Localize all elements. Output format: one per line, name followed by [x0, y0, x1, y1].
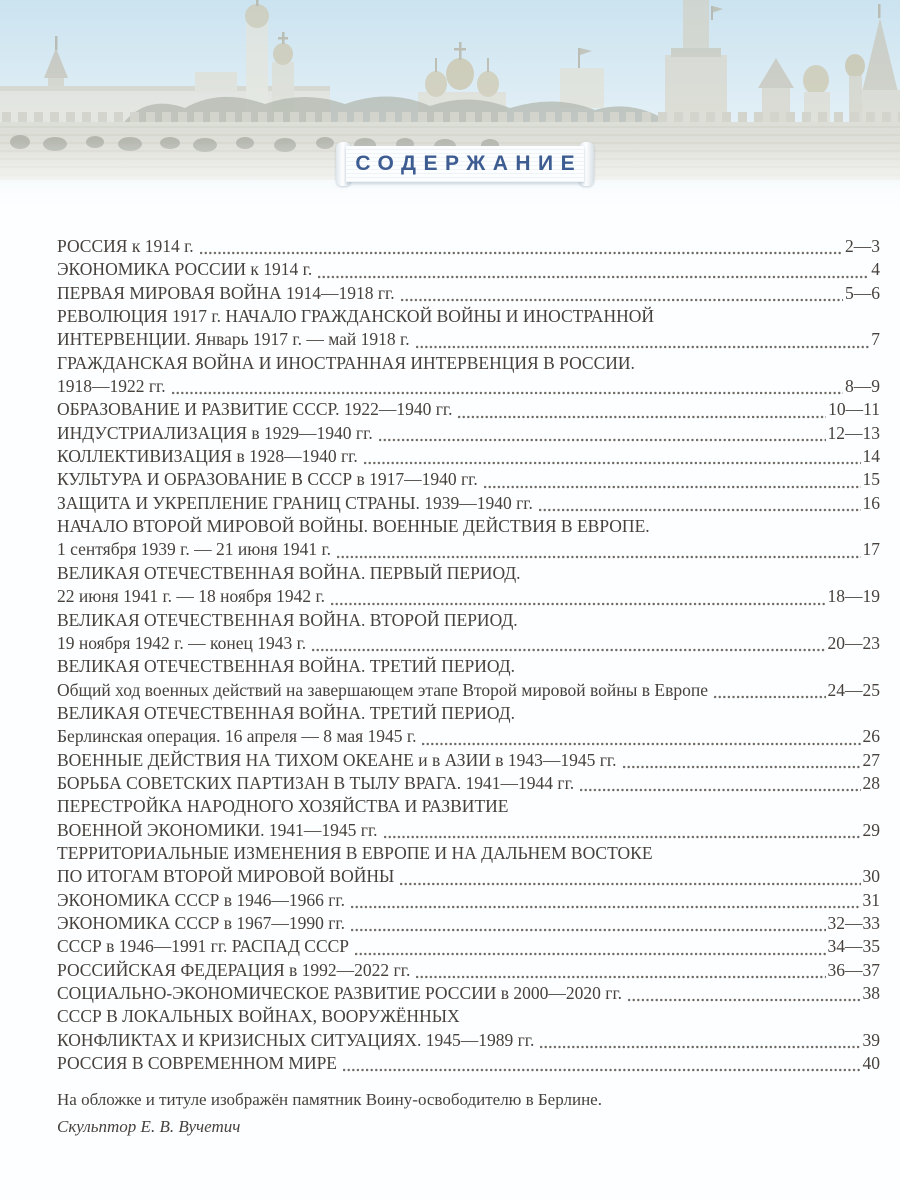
sculptor-note: Скульптор Е. В. Вучетич: [57, 1117, 241, 1136]
toc-line: [57, 890, 880, 913]
toc-line: [57, 236, 880, 259]
page-number: 38: [862, 983, 880, 1003]
page-number: 15: [862, 469, 880, 490]
dot-leader: [379, 438, 826, 442]
toc-entry-title: ПО ИТОГАМ ВТОРОЙ МИРОВОЙ ВОЙНЫ: [57, 866, 395, 887]
toc-list: [57, 236, 880, 1076]
page-number: 24—25: [827, 679, 880, 700]
dot-leader: [539, 508, 861, 512]
toc-line: [57, 866, 880, 889]
toc-line: [57, 680, 880, 703]
dot-leader: [318, 275, 869, 279]
toc-entry-title: КУЛЬТУРА И ОБРАЗОВАНИЕ В СССР в 1917—1940 гг.: [57, 469, 478, 490]
toc-entry-title: ИНТЕРВЕНЦИИ. Январь 1917 г. — май 1918 г.: [57, 329, 410, 350]
dot-leader: [714, 695, 826, 699]
toc-line: [57, 983, 880, 1006]
toc-line: [57, 306, 880, 329]
toc-line: [57, 936, 880, 959]
page-number: 32—33: [827, 912, 880, 933]
toc-entry-title: НАЧАЛО ВТОРОЙ МИРОВОЙ ВОЙНЫ. ВОЕННЫЕ ДЕЙСТВИЯ В ЕВРОПЕ.: [57, 516, 650, 537]
toc-line: [57, 446, 880, 469]
dot-leader: [580, 788, 860, 792]
toc-entry-title: ЭКОНОМИКА СССР в 1946—1966 гг.: [57, 889, 345, 910]
page-number: 10—11: [828, 399, 880, 420]
dot-leader: [416, 975, 825, 979]
toc-line: [57, 353, 880, 376]
toc-entry-title: БОРЬБА СОВЕТСКИХ ПАРТИЗАН В ТЫЛУ ВРАГА. 1941—1944 гг.: [57, 772, 575, 793]
toc-entry-title: ЭКОНОМИКА СССР в 1967—1990 гг.: [57, 912, 345, 933]
cover-note: На обложке и титуле изображён памятник Воину-освободителю в Берлине.: [57, 1090, 602, 1109]
toc-entry-title: ГРАЖДАНСКАЯ ВОЙНА И ИНОСТРАННАЯ ИНТЕРВЕНЦИЯ В РОССИИ.: [57, 352, 635, 373]
toc-entry-title: СОЦИАЛЬНО-ЭКОНОМИЧЕСКОЕ РАЗВИТИЕ РОССИИ в 2000—2020 гг.: [57, 983, 623, 1003]
toc-line: [57, 539, 880, 562]
dot-leader: [422, 742, 860, 746]
toc-entry-title: СССР в 1946—1991 гг. РАСПАД СССР: [57, 936, 350, 957]
toc-entry-title: РОССИЯ В СОВРЕМЕННОМ МИРЕ: [57, 1053, 337, 1074]
toc-entry-title: Берлинская операция. 16 апреля — 8 мая 1945 г.: [57, 726, 417, 747]
page-number: 12—13: [827, 422, 880, 443]
toc-entry-title: 1918—1922 гг.: [57, 376, 166, 397]
toc-entry-title: ВОЕННЫЕ ДЕЙСТВИЯ НА ТИХОМ ОКЕАНЕ и в АЗИИ в 1943—1945 гг.: [57, 749, 617, 770]
dot-leader: [458, 415, 826, 419]
toc-line: [57, 516, 880, 539]
dot-leader: [355, 952, 825, 956]
toc-line: [57, 283, 880, 306]
toc-line: [57, 656, 880, 679]
toc-line: [57, 796, 880, 819]
toc-entry-title: ВОЕННОЙ ЭКОНОМИКИ. 1941—1945 гг.: [57, 819, 378, 840]
dot-leader: [343, 1068, 861, 1072]
page-title: СОДЕРЖАНИЕ: [355, 152, 583, 175]
page-number: 17: [862, 539, 880, 560]
toc-entry-title: 22 июня 1941 г. — 18 ноября 1942 г.: [57, 586, 326, 607]
page-number: 27: [862, 749, 880, 770]
toc-line: [57, 469, 880, 492]
dot-leader: [337, 555, 860, 559]
toc-entry-title: ЭКОНОМИКА РОССИИ к 1914 г.: [57, 259, 313, 280]
page-number: 39: [862, 1029, 880, 1050]
dot-leader: [351, 905, 861, 909]
page-number: 8—9: [845, 376, 880, 397]
page-number: 7: [871, 329, 880, 350]
toc-entry-title: РЕВОЛЮЦИЯ 1917 г. НАЧАЛО ГРАЖДАНСКОЙ ВОЙНЫ И ИНОСТРАННОЙ: [57, 306, 654, 327]
toc-line: [57, 399, 880, 422]
page-number: 26: [862, 726, 880, 747]
dot-leader: [416, 345, 870, 349]
toc-line: [57, 376, 880, 399]
toc-line: [57, 586, 880, 609]
toc-line: [57, 329, 880, 352]
toc-line: [57, 1006, 880, 1029]
toc-line: [57, 1030, 880, 1053]
toc-entry-title: ПЕРЕСТРОЙКА НАРОДНОГО ХОЗЯЙСТВА И РАЗВИТИЕ: [57, 796, 509, 817]
toc-line: [57, 423, 880, 446]
page-number: 2—3: [845, 236, 880, 256]
page-number: 40: [862, 1053, 880, 1074]
page-number: 31: [862, 889, 880, 910]
toc-line: [57, 726, 880, 749]
toc-line: [57, 633, 880, 656]
toc-entry-title: ПЕРВАЯ МИРОВАЯ ВОЙНА 1914—1918 гг.: [57, 282, 395, 303]
page-number: 20—23: [827, 632, 880, 653]
toc-line: [57, 259, 880, 282]
toc-line: [57, 563, 880, 586]
toc-entry-title: РОССИЯ к 1914 г.: [57, 236, 194, 256]
toc-line: [57, 750, 880, 773]
page-number: 18—19: [827, 586, 880, 607]
dot-leader: [200, 251, 843, 255]
contents-banner: [336, 144, 594, 184]
toc-line: [57, 610, 880, 633]
toc-line: [57, 1053, 880, 1076]
toc-entry-title: ВЕЛИКАЯ ОТЕЧЕСТВЕННАЯ ВОЙНА. ТРЕТИЙ ПЕРИОД.: [57, 702, 515, 723]
toc-line: [57, 820, 880, 843]
toc-entry-title: ИНДУСТРИАЛИЗАЦИЯ в 1929—1940 гг.: [57, 422, 373, 443]
dot-leader: [623, 765, 861, 769]
dot-leader: [400, 882, 860, 886]
dot-leader: [312, 648, 825, 652]
toc-entry-title: СССР В ЛОКАЛЬНЫХ ВОЙНАХ, ВООРУЖЁННЫХ: [57, 1006, 460, 1027]
toc-entry-title: РОССИЙСКАЯ ФЕДЕРАЦИЯ в 1992—2022 гг.: [57, 959, 411, 980]
toc-entry-title: 1 сентября 1939 г. — 21 июня 1941 г.: [57, 539, 332, 560]
dot-leader: [172, 391, 843, 395]
dot-leader: [401, 298, 843, 302]
toc-entry-title: ОБРАЗОВАНИЕ И РАЗВИТИЕ СССР. 1922—1940 гг.: [57, 399, 453, 420]
dot-leader: [351, 928, 826, 932]
dot-leader: [540, 1045, 860, 1049]
page-number: 16: [862, 492, 880, 513]
page-number: 28: [862, 772, 880, 793]
page-number: 29: [862, 819, 880, 840]
toc-entry-title: ВЕЛИКАЯ ОТЕЧЕСТВЕННАЯ ВОЙНА. ПЕРВЫЙ ПЕРИОД.: [57, 562, 521, 583]
page-number: 34—35: [827, 936, 880, 957]
toc-line: [57, 913, 880, 936]
toc-entry-title: ВЕЛИКАЯ ОТЕЧЕСТВЕННАЯ ВОЙНА. ВТОРОЙ ПЕРИОД.: [57, 609, 518, 630]
banner-band: [346, 146, 584, 182]
toc-entry-title: КОЛЛЕКТИВИЗАЦИЯ в 1928—1940 гг.: [57, 446, 358, 467]
dot-leader: [331, 602, 825, 606]
page-number: 30: [862, 866, 880, 887]
page-number: 4: [871, 259, 880, 280]
toc-line: [57, 843, 880, 866]
footer-note: [57, 1086, 857, 1140]
toc-entry-title: КОНФЛИКТАХ И КРИЗИСНЫХ СИТУАЦИЯХ. 1945—1989 гг.: [57, 1029, 535, 1050]
toc-entry-title: ЗАЩИТА И УКРЕПЛЕНИЕ ГРАНИЦ СТРАНЫ. 1939—1940 гг.: [57, 492, 533, 513]
dot-leader: [484, 485, 861, 489]
dot-leader: [628, 998, 860, 1002]
dot-leader: [364, 461, 861, 465]
page-number: 36—37: [827, 959, 880, 980]
toc-line: [57, 703, 880, 726]
toc-entry-title: ТЕРРИТОРИАЛЬНЫЕ ИЗМЕНЕНИЯ В ЕВРОПЕ И НА ДАЛЬНЕМ ВОСТОКЕ: [57, 842, 653, 863]
dot-leader: [384, 835, 861, 839]
toc-entry-title: Общий ход военных действий на завершающем этапе Второй мировой войны в Европе: [57, 679, 708, 700]
toc-line: [57, 773, 880, 796]
page-number: 14: [862, 446, 880, 467]
toc-entry-title: 19 ноября 1942 г. — конец 1943 г.: [57, 632, 307, 653]
toc-line: [57, 493, 880, 516]
page-number: 5—6: [845, 282, 880, 303]
toc-line: [57, 960, 880, 983]
toc-entry-title: ВЕЛИКАЯ ОТЕЧЕСТВЕННАЯ ВОЙНА. ТРЕТИЙ ПЕРИОД.: [57, 656, 515, 677]
